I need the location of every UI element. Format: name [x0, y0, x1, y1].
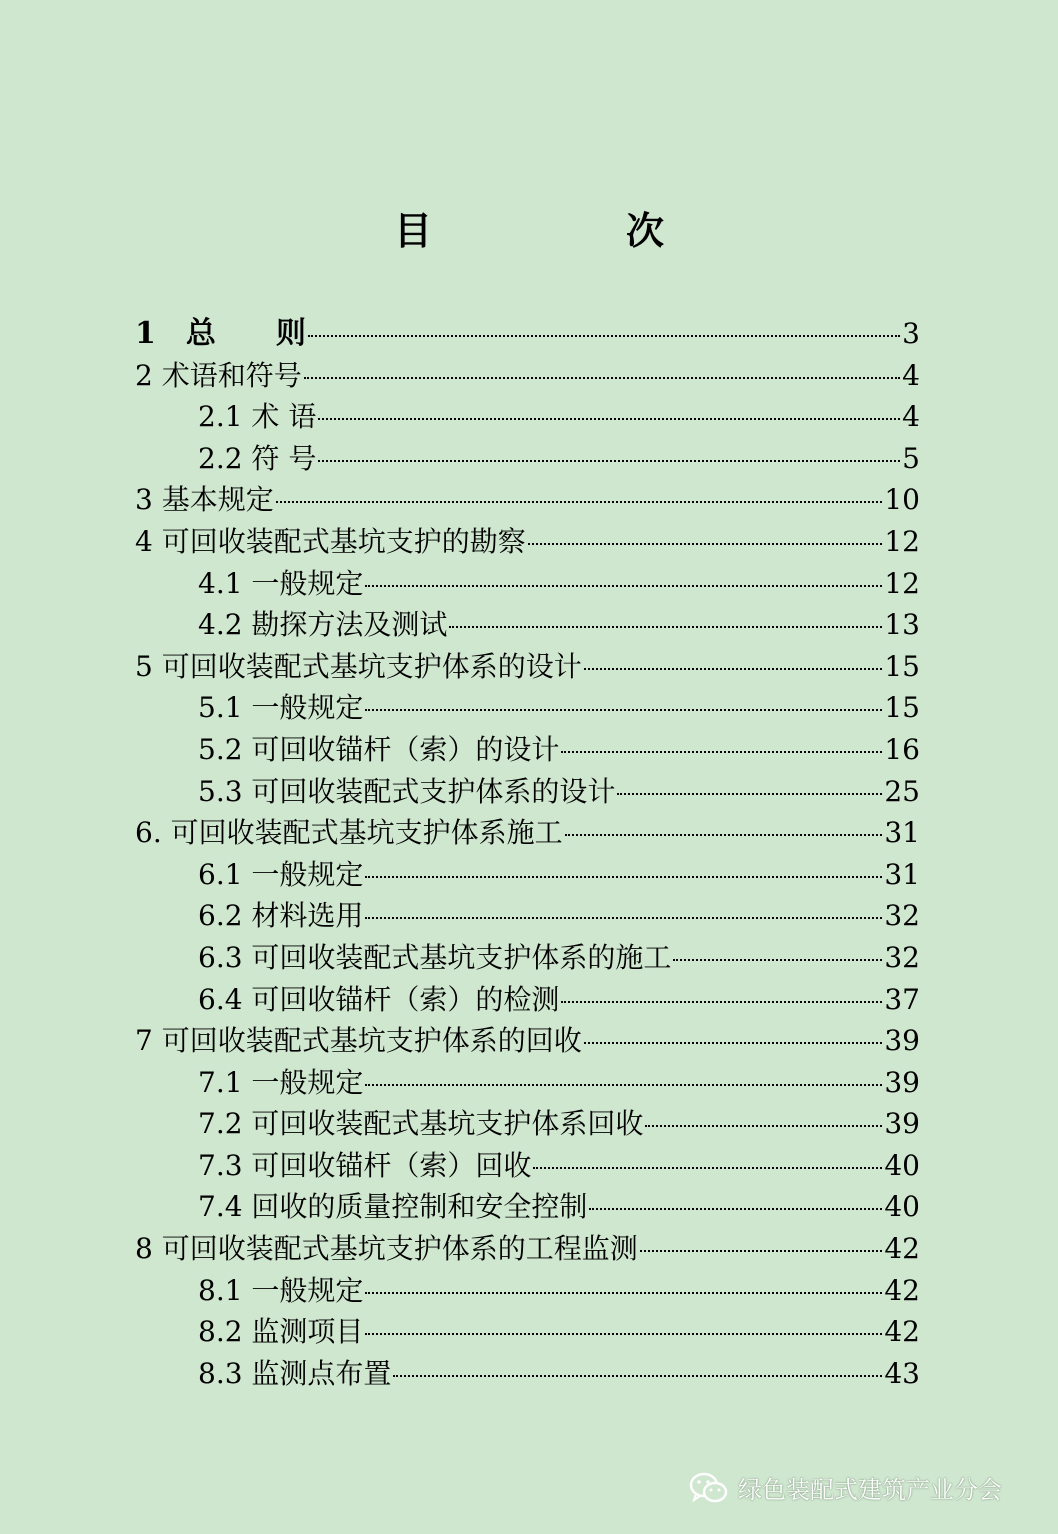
- toc-entry-label: 7.3 可回收锚杆（索）回收: [198, 1148, 532, 1182]
- toc-entry-label: 6.3 可回收装配式基坑支护体系的施工: [198, 940, 672, 974]
- dot-leader: [584, 1042, 883, 1044]
- toc-entry[interactable]: [135, 1353, 920, 1395]
- toc-entry[interactable]: [135, 646, 920, 688]
- toc-entry[interactable]: [135, 355, 920, 397]
- dot-leader: [561, 751, 882, 753]
- toc-entry[interactable]: [135, 895, 920, 937]
- toc-entry[interactable]: [135, 812, 920, 854]
- dot-leader: [365, 585, 882, 587]
- dot-leader: [308, 335, 900, 337]
- dot-leader: [365, 1292, 882, 1294]
- toc-entry-page-number: 25: [884, 774, 920, 808]
- toc-entry-label: 8.2 监测项目: [198, 1315, 364, 1349]
- toc-entry-page-number: 39: [884, 1024, 920, 1058]
- toc-entry[interactable]: [135, 854, 920, 896]
- toc-entry-page-number: 15: [884, 649, 920, 683]
- toc-entry-label: 2 术语和符号: [135, 358, 302, 392]
- toc-entry-label: 8.3 监测点布置: [198, 1356, 392, 1390]
- toc-entry[interactable]: [135, 479, 920, 521]
- dot-leader: [365, 876, 882, 878]
- dot-leader: [640, 1250, 883, 1252]
- toc-entry-label: 3 基本规定: [135, 483, 274, 517]
- toc-entry-label: 7 可回收装配式基坑支护体系的回收: [135, 1024, 582, 1058]
- toc-entry-page-number: 4: [902, 400, 920, 434]
- toc-entry[interactable]: [135, 604, 920, 646]
- toc-entry[interactable]: [135, 979, 920, 1021]
- toc-entry-label: 5.1 一般规定: [198, 691, 364, 725]
- toc-entry-label: 6.4 可回收锚杆（索）的检测: [198, 982, 560, 1016]
- dot-leader: [318, 460, 900, 462]
- toc-entry-page-number: 32: [884, 940, 920, 974]
- toc-entry[interactable]: [135, 563, 920, 605]
- toc-entry[interactable]: [135, 1311, 920, 1353]
- toc-entry-page-number: 32: [884, 899, 920, 933]
- toc-entry-label: 1 总 则: [135, 316, 306, 351]
- toc-entry[interactable]: [135, 1270, 920, 1312]
- toc-entry[interactable]: [135, 396, 920, 438]
- toc-entry-label: 4.2 勘探方法及测试: [198, 608, 448, 642]
- toc-entry-label: 8 可回收装配式基坑支护体系的工程监测: [135, 1232, 638, 1266]
- dot-leader: [365, 1084, 882, 1086]
- toc-entry-label: 6. 可回收装配式基坑支护体系施工: [135, 816, 563, 850]
- toc-entry-label: 6.1 一般规定: [198, 857, 364, 891]
- dot-leader: [365, 1333, 882, 1335]
- dot-leader: [584, 668, 883, 670]
- dot-leader: [365, 917, 882, 919]
- dot-leader: [449, 626, 882, 628]
- toc-entry[interactable]: [135, 1020, 920, 1062]
- toc-entry-label: 5 可回收装配式基坑支护体系的设计: [135, 649, 582, 683]
- toc-entry-page-number: 43: [884, 1356, 920, 1390]
- page-title: 目 次: [393, 208, 742, 253]
- dot-leader: [617, 793, 882, 795]
- toc-entry[interactable]: [135, 771, 920, 813]
- toc-entry-label: 7.2 可回收装配式基坑支护体系回收: [198, 1107, 644, 1141]
- toc-entry-page-number: 16: [884, 732, 920, 766]
- toc-entry-page-number: 31: [884, 857, 920, 891]
- toc-entry[interactable]: [135, 729, 920, 771]
- dot-leader: [645, 1125, 882, 1127]
- dot-leader: [365, 709, 882, 711]
- toc-entry-label: 4.1 一般规定: [198, 566, 364, 600]
- dot-leader: [528, 543, 883, 545]
- toc-entry[interactable]: [135, 687, 920, 729]
- toc-entry[interactable]: [135, 438, 920, 480]
- toc-entry-page-number: 10: [884, 483, 920, 517]
- toc-entry-page-number: 40: [884, 1148, 920, 1182]
- toc-entry[interactable]: [135, 1062, 920, 1104]
- toc-entry-page-number: 42: [884, 1273, 920, 1307]
- dot-leader: [673, 959, 882, 961]
- toc-entry-label: 6.2 材料选用: [198, 899, 364, 933]
- dot-leader: [589, 1208, 882, 1210]
- toc-entry[interactable]: [135, 1186, 920, 1228]
- toc-entry-label: 5.2 可回收锚杆（索）的设计: [198, 732, 560, 766]
- dot-leader: [276, 501, 883, 503]
- dot-leader: [561, 1001, 882, 1003]
- toc-entry-page-number: 12: [884, 524, 920, 558]
- toc-entry-page-number: 39: [884, 1065, 920, 1099]
- table-of-contents: [135, 313, 920, 1394]
- dot-leader: [393, 1375, 882, 1377]
- toc-entry-page-number: 5: [902, 441, 920, 475]
- toc-entry-page-number: 31: [884, 816, 920, 850]
- toc-entry-label: 7.4 回收的质量控制和安全控制: [198, 1190, 588, 1224]
- toc-entry-page-number: 42: [884, 1315, 920, 1349]
- toc-entry[interactable]: [135, 313, 920, 355]
- watermark-text: 绿色装配式建筑产业分会: [738, 1476, 1002, 1504]
- dot-leader: [565, 834, 883, 836]
- toc-entry-label: 8.1 一般规定: [198, 1273, 364, 1307]
- toc-entry-label: 5.3 可回收装配式支护体系的设计: [198, 774, 616, 808]
- toc-entry[interactable]: [135, 1145, 920, 1187]
- toc-entry-label: 7.1 一般规定: [198, 1065, 364, 1099]
- toc-entry-page-number: 4: [902, 358, 920, 392]
- wechat-icon: [688, 1471, 730, 1505]
- toc-entry-label: 2.1 术 语: [198, 400, 317, 434]
- dot-leader: [318, 418, 900, 420]
- toc-entry-page-number: 12: [884, 566, 920, 600]
- dot-leader: [304, 377, 900, 379]
- toc-entry-page-number: 3: [902, 317, 920, 350]
- toc-entry-label: 2.2 符 号: [198, 441, 317, 475]
- toc-entry[interactable]: [135, 1228, 920, 1270]
- watermark: [688, 1470, 1002, 1505]
- toc-entry-page-number: 42: [884, 1232, 920, 1266]
- toc-entry-page-number: 40: [884, 1190, 920, 1224]
- toc-entry[interactable]: [135, 937, 920, 979]
- toc-entry-page-number: 39: [884, 1107, 920, 1141]
- toc-entry[interactable]: [135, 521, 920, 563]
- toc-entry-page-number: 15: [884, 691, 920, 725]
- toc-entry-page-number: 13: [884, 608, 920, 642]
- dot-leader: [533, 1167, 882, 1169]
- toc-entry[interactable]: [135, 1103, 920, 1145]
- toc-entry-page-number: 37: [884, 982, 920, 1016]
- toc-entry-label: 4 可回收装配式基坑支护的勘察: [135, 524, 526, 558]
